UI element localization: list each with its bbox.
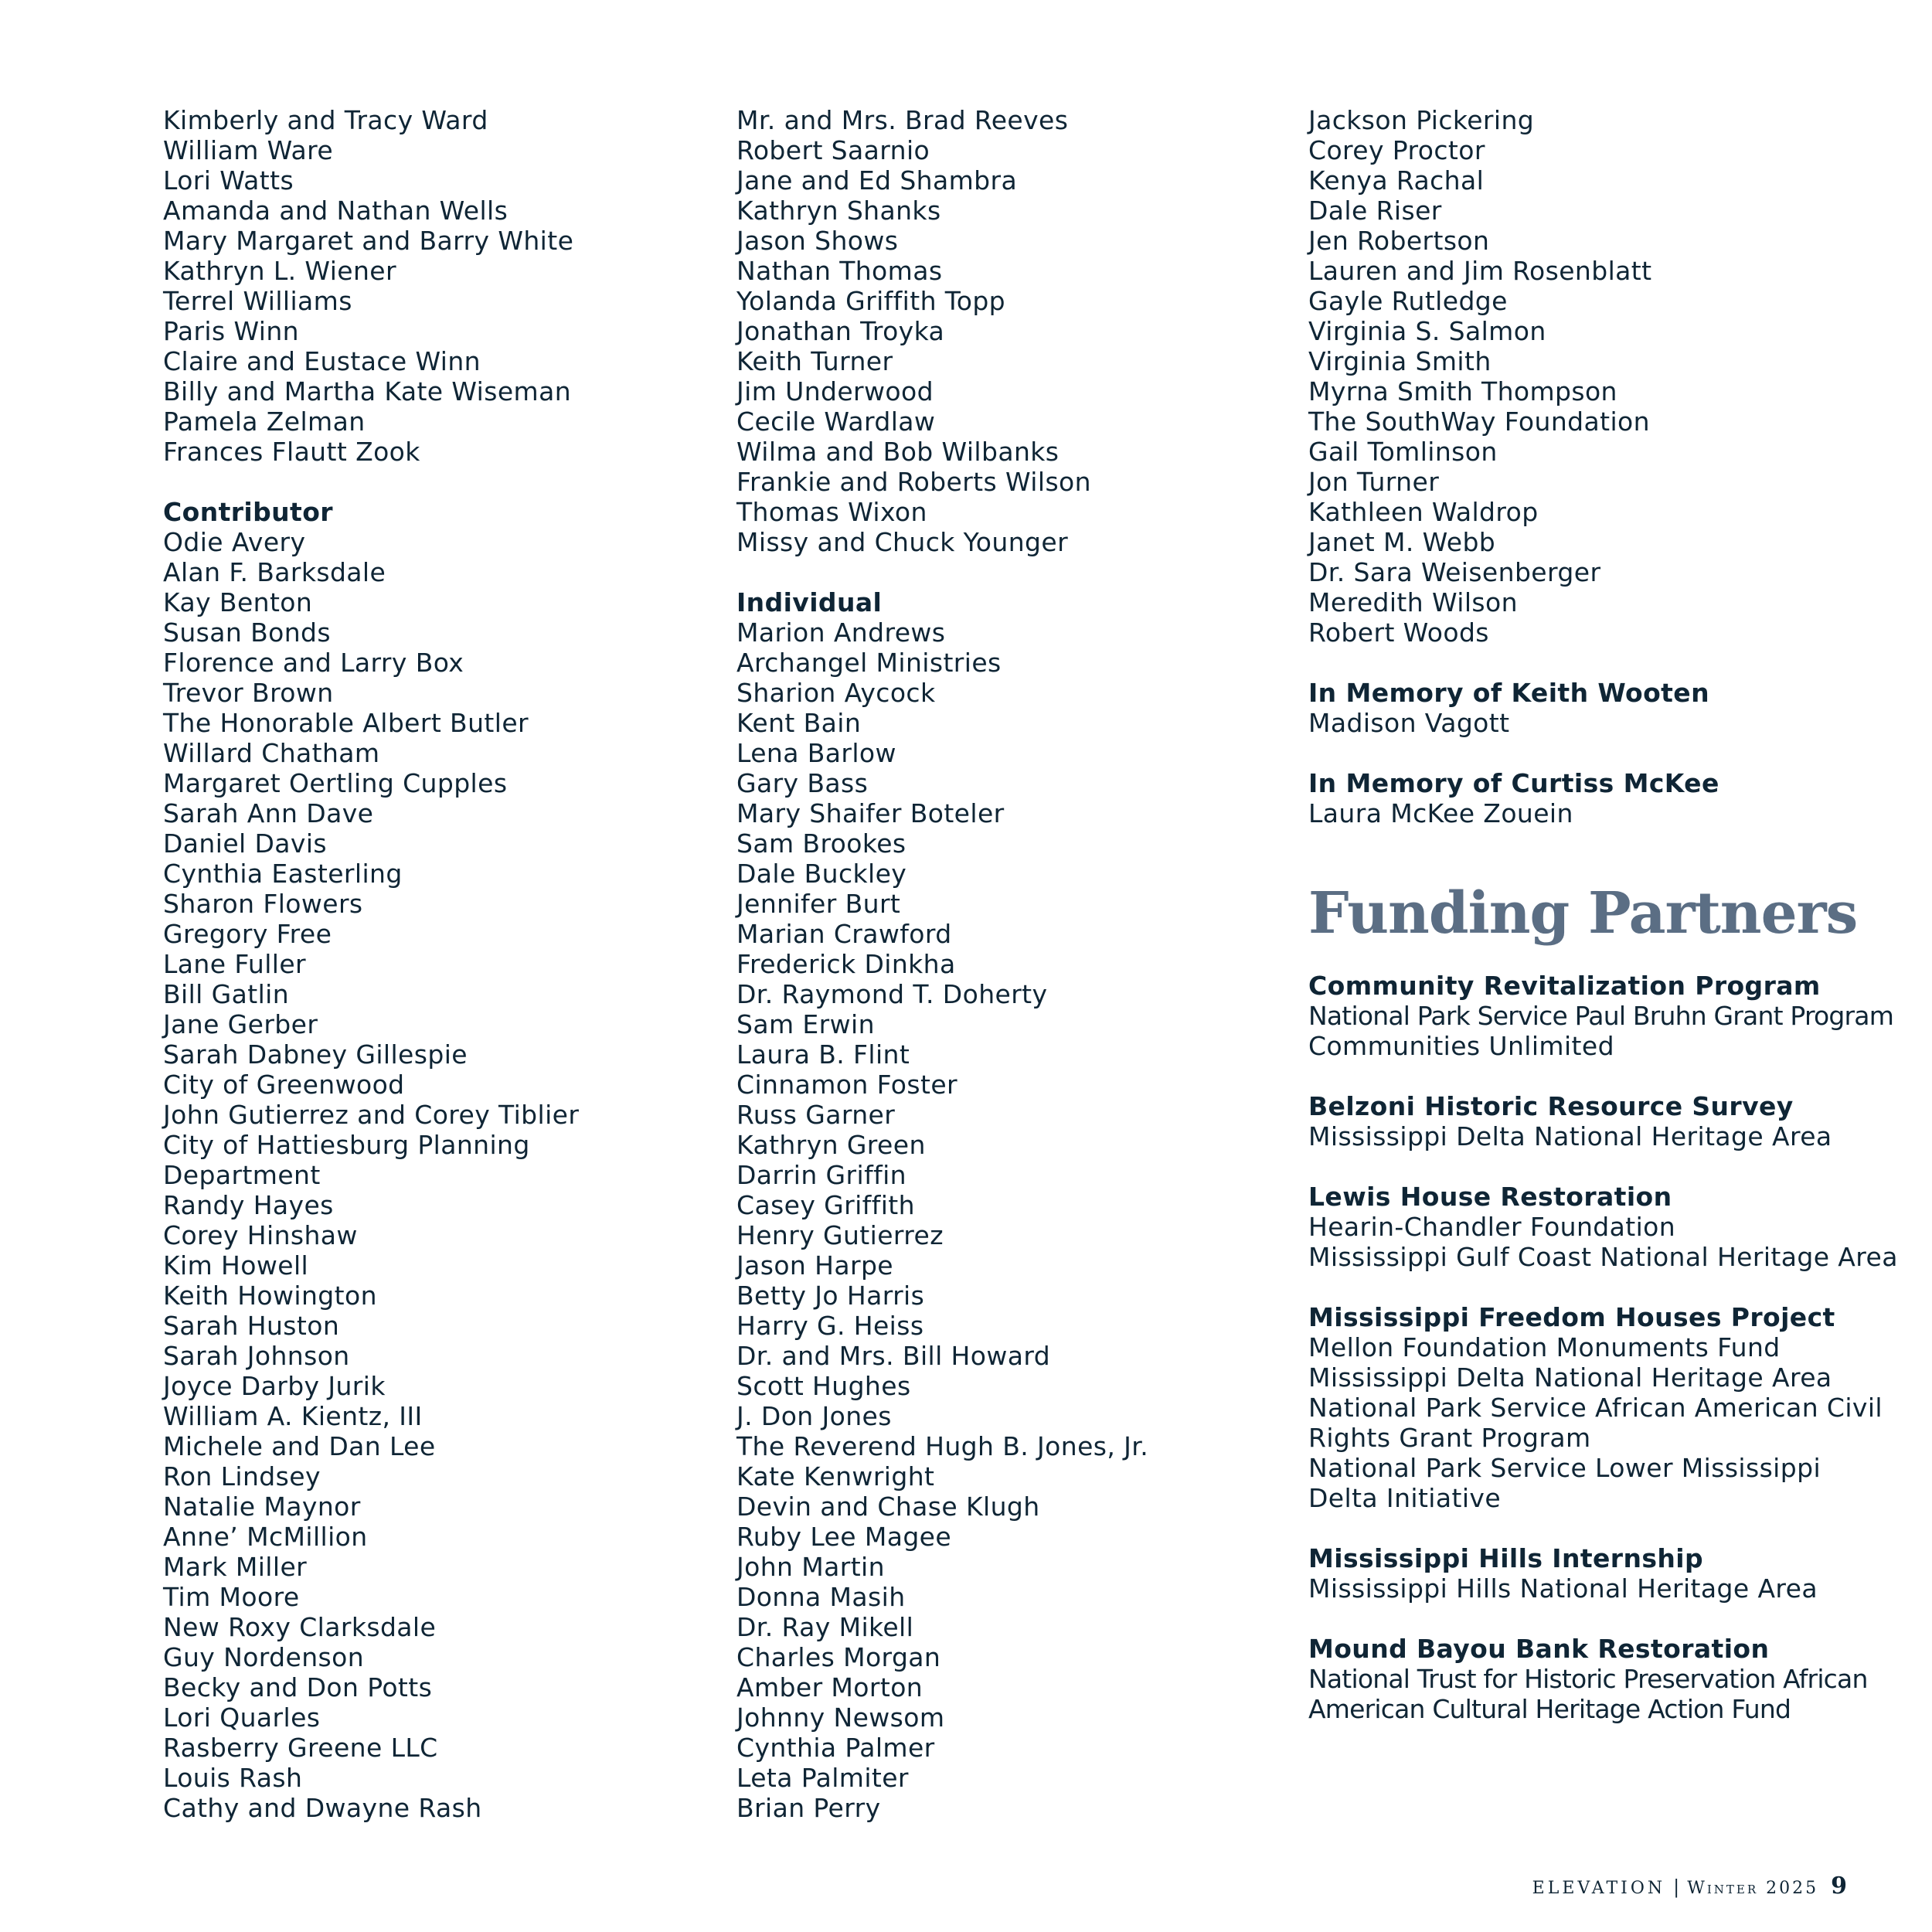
donor-name: Dr. Raymond T. Doherty [736,979,1048,1009]
donor-name: William Ware [163,135,334,165]
funding-partners-section [1308,880,1898,1724]
donor-name: Frederick Dinkha [736,949,956,979]
donor-name: Becky and Don Potts [163,1672,433,1702]
donor-name: Kathryn Shanks [736,196,941,226]
funder-name: National Park Service Lower Mississippi [1308,1453,1821,1483]
donor-name: Cynthia Easterling [163,859,403,889]
donor-name: William A. Kientz, III [163,1401,423,1431]
donor-name: J. Don Jones [736,1401,892,1431]
donor-name: Dr. Ray Mikell [736,1612,914,1642]
donor-name: Ron Lindsey [163,1461,321,1492]
spacer [1308,1151,1865,1182]
publication-name: ELEVATION [1532,1879,1666,1898]
donor-name: Gary Bass [736,768,869,798]
donor-name: Sam Brookes [736,828,906,859]
donor-name: Jonathan Troyka [736,316,945,346]
donor-level-heading: Contributor [163,497,333,527]
donor-name: Cynthia Palmer [736,1733,935,1763]
funded-project-name: Mississippi Hills Internship [1308,1543,1704,1573]
donor-name: John Martin [736,1552,885,1582]
donor-name: Willard Chatham [163,738,380,768]
donor-name: Odie Avery [163,527,306,557]
donor-name: Sharon Flowers [163,889,363,919]
donor-name: City of Greenwood [163,1070,405,1100]
donor-name: Henry Gutierrez [736,1220,944,1250]
donor-name: Sam Erwin [736,1009,875,1039]
donor-name: Kay Benton [163,587,313,617]
funded-project-name: Mississippi Freedom Houses Project [1308,1302,1835,1332]
donor-name: Gregory Free [163,919,332,949]
donor-name: Jon Turner [1308,467,1440,497]
funder-name: Mississippi Delta National Heritage Area [1308,1121,1832,1151]
donor-name: Susan Bonds [163,617,331,648]
donor-name: Betty Jo Harris [736,1281,925,1311]
donor-level-heading: In Memory of Curtiss McKee [1308,768,1719,798]
donor-name: Donna Masih [736,1582,906,1612]
donor-name: Meredith Wilson [1308,587,1518,617]
donor-name: Dr. and Mrs. Bill Howard [736,1341,1051,1371]
donor-name: Jason Shows [736,226,899,256]
spacer [1308,1513,1865,1543]
donor-name: Joyce Darby Jurik [163,1371,386,1401]
donor-name: Myrna Smith Thompson [1308,376,1617,406]
donor-name: Randy Hayes [163,1190,334,1220]
spacer [1308,1604,1865,1634]
donor-name: Bill Gatlin [163,979,290,1009]
spacer [1308,1272,1865,1302]
donor-name: Gail Tomlinson [1308,437,1498,467]
donor-name: The Honorable Albert Butler [163,708,529,738]
donor-name: Robert Saarnio [736,135,930,165]
donor-name: Casey Griffith [736,1190,915,1220]
donor-name: Sarah Huston [163,1311,340,1341]
donor-name: Corey Hinshaw [163,1220,358,1250]
donor-name: Jane and Ed Shambra [736,165,1018,196]
donor-name: Jackson Pickering [1308,105,1535,135]
donor-column-3-list [1308,105,1865,828]
donor-name: Scott Hughes [736,1371,911,1401]
donor-name: Dr. Sara Weisenberger [1308,557,1601,587]
donor-name: The SouthWay Foundation [1308,406,1650,437]
donor-name: Gayle Rutledge [1308,286,1508,316]
funded-project-name: Mound Bayou Bank Restoration [1308,1634,1770,1664]
footer-separator: | [1673,1876,1680,1898]
donor-name: Claire and Eustace Winn [163,346,481,376]
donor-name: Harry G. Heiss [736,1311,924,1341]
donor-name: John Gutierrez and Corey Tiblier [163,1100,580,1130]
funder-name: Mississippi Hills National Heritage Area [1308,1573,1818,1604]
donor-name: Terrel Williams [163,286,352,316]
spacer [736,557,1277,587]
donor-name: Louis Rash [163,1763,303,1793]
donor-level-heading: In Memory of Keith Wooten [1308,678,1709,708]
donor-name: New Roxy Clarksdale [163,1612,437,1642]
donor-name: Florence and Larry Box [163,648,464,678]
donor-name: Lena Barlow [736,738,896,768]
funder-name: Hearin-Chandler Foundation [1308,1212,1676,1242]
donor-name: Daniel Davis [163,828,328,859]
donor-name: Robert Woods [1308,617,1489,648]
donor-name: Guy Nordenson [163,1642,365,1672]
donor-name: Cecile Wardlaw [736,406,936,437]
issue-season: Winter 2025 [1687,1879,1819,1898]
donor-name: Virginia Smith [1308,346,1492,376]
donor-name: Frances Flautt Zook [163,437,420,467]
donor-name: Keith Howington [163,1281,377,1311]
funder-name: Communities Unlimited [1308,1031,1614,1061]
donor-name: Cathy and Dwayne Rash [163,1793,482,1823]
donor-name: Sarah Johnson [163,1341,350,1371]
donor-name: Mary Margaret and Barry White [163,226,574,256]
donor-name: Nathan Thomas [736,256,943,286]
donor-name: Marion Andrews [736,617,946,648]
donor-name: Archangel Ministries [736,648,1002,678]
donor-name: Ruby Lee Magee [736,1522,952,1552]
funded-project-name: Lewis House Restoration [1308,1182,1672,1212]
donor-name: Marian Crawford [736,919,952,949]
donor-name: Keith Turner [736,346,893,376]
donor-name: Corey Proctor [1308,135,1485,165]
donor-name: Jen Robertson [1308,226,1490,256]
donor-name: Dale Buckley [736,859,907,889]
donor-name: Kim Howell [163,1250,309,1281]
spacer [163,467,704,497]
donor-name: Frankie and Roberts Wilson [736,467,1091,497]
donor-name: Kimberly and Tracy Ward [163,105,488,135]
donor-name: Jane Gerber [163,1009,318,1039]
donor-name: Kate Kenwright [736,1461,935,1492]
spacer [1308,1061,1865,1091]
donor-name: Johnny Newsom [736,1702,945,1733]
donor-name: Yolanda Griffith Topp [736,286,1006,316]
donor-name: Paris Winn [163,316,299,346]
funder-name: National Park Service Paul Bruhn Grant Program [1308,1001,1894,1031]
donor-column-1 [163,105,704,1823]
donor-name: Michele and Dan Lee [163,1431,436,1461]
donor-name: Kathryn L. Wiener [163,256,396,286]
donor-name: Lauren and Jim Rosenblatt [1308,256,1652,286]
page-footer [1532,1872,1847,1900]
donor-name: Jim Underwood [736,376,934,406]
donor-name: Department [163,1160,321,1190]
funder-name: Delta Initiative [1308,1483,1502,1513]
donor-name: Madison Vagott [1308,708,1510,738]
donor-name: Anne’ McMillion [163,1522,368,1552]
donor-name: Billy and Martha Kate Wiseman [163,376,572,406]
donor-name: Thomas Wixon [736,497,927,527]
donor-name: Darrin Griffin [736,1160,906,1190]
donor-name: Jason Harpe [736,1250,893,1281]
donor-name: Lane Fuller [163,949,307,979]
donor-name: Russ Garner [736,1100,896,1130]
donor-name: The Reverend Hugh B. Jones, Jr. [736,1431,1149,1461]
donor-name: Margaret Oertling Cupples [163,768,508,798]
funded-project-name: Community Revitalization Program [1308,971,1821,1001]
donor-name: Kent Bain [736,708,862,738]
funder-name: Mississippi Gulf Coast National Heritage Area [1308,1242,1898,1272]
donor-name: Virginia S. Salmon [1308,316,1546,346]
page-number: 9 [1831,1872,1847,1900]
funder-name: Mississippi Delta National Heritage Area [1308,1362,1832,1393]
donor-name: Laura B. Flint [736,1039,910,1070]
funded-project-name: Belzoni Historic Resource Survey [1308,1091,1794,1121]
donor-name: Mary Shaifer Boteler [736,798,1005,828]
donor-name: Mark Miller [163,1552,308,1582]
donor-name: Alan F. Barksdale [163,557,386,587]
donor-name: Wilma and Bob Wilbanks [736,437,1060,467]
donor-name: Lori Watts [163,165,294,196]
donor-name: Amanda and Nathan Wells [163,196,509,226]
funder-name: Mellon Foundation Monuments Fund [1308,1332,1781,1362]
donor-name: Janet M. Webb [1308,527,1496,557]
donor-name: Pamela Zelman [163,406,366,437]
donor-name: Natalie Maynor [163,1492,361,1522]
donor-level-heading: Individual [736,587,883,617]
donor-name: Laura McKee Zouein [1308,798,1573,828]
donor-column-2 [736,105,1277,1823]
donor-name: Dale Riser [1308,196,1442,226]
donor-name: Sarah Ann Dave [163,798,374,828]
donor-name: Sharion Aycock [736,678,936,708]
funding-projects-list [1308,971,1898,1724]
donor-name: Tim Moore [163,1582,300,1612]
spacer [1308,648,1865,678]
donor-name: Kenya Rachal [1308,165,1485,196]
donor-name: Devin and Chase Klugh [736,1492,1040,1522]
donor-name: Kathleen Waldrop [1308,497,1539,527]
donor-name: Mr. and Mrs. Brad Reeves [736,105,1069,135]
donor-name: Rasberry Greene LLC [163,1733,438,1763]
donor-name: Sarah Dabney Gillespie [163,1039,468,1070]
funder-name: National Park Service African American Civil [1308,1393,1883,1423]
funder-name: National Trust for Historic Preservation African [1308,1664,1868,1694]
donor-name: Charles Morgan [736,1642,941,1672]
donor-name: Amber Morton [736,1672,923,1702]
spacer [1308,738,1865,768]
donor-name: Brian Perry [736,1793,881,1823]
funder-name: American Cultural Heritage Action Fund [1308,1694,1791,1724]
donor-name: Leta Palmiter [736,1763,909,1793]
donor-name: Cinnamon Foster [736,1070,958,1100]
donor-name: City of Hattiesburg Planning [163,1130,530,1160]
funding-partners-title: Funding Partners [1308,880,1858,947]
donor-name: Lori Quarles [163,1702,321,1733]
donor-name: Kathryn Green [736,1130,926,1160]
donor-name: Missy and Chuck Younger [736,527,1069,557]
funder-name: Rights Grant Program [1308,1423,1591,1453]
donor-name: Trevor Brown [163,678,334,708]
donor-column-3 [1308,105,1898,1724]
donor-name: Jennifer Burt [736,889,901,919]
